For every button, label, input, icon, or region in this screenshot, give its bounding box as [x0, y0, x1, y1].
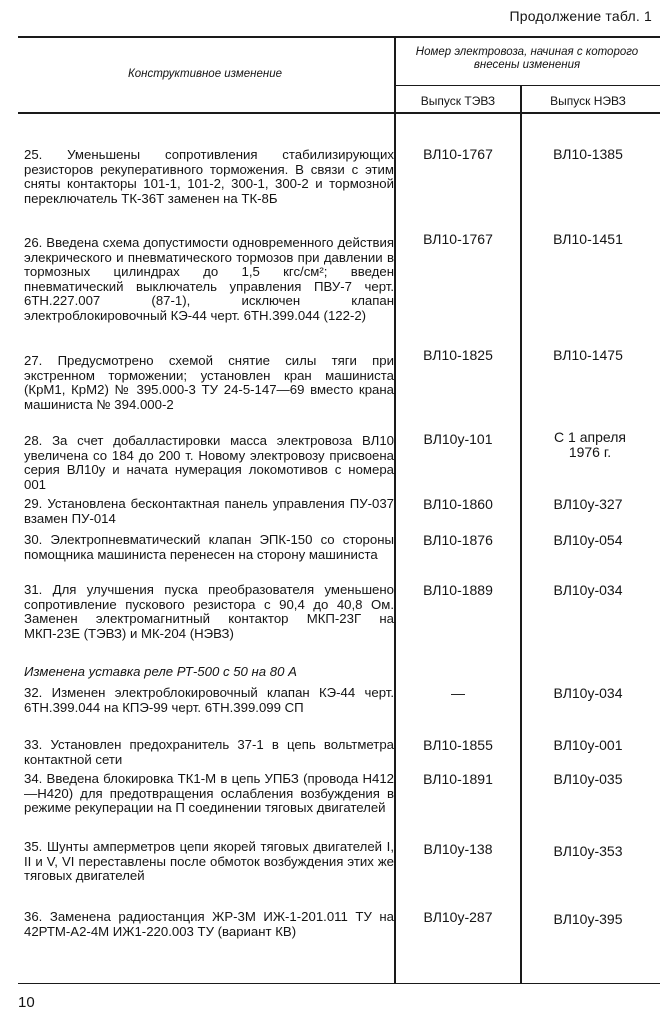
tevz-number: ВЛ10-1855 [423, 737, 493, 753]
nevz-number: ВЛ10-1385 [553, 146, 623, 162]
tevz-number: ВЛ10-1767 [423, 231, 493, 247]
nevz-number: С 1 апреля 1976 г. [554, 429, 626, 460]
tevz-number: ВЛ10у-138 [423, 841, 493, 857]
row-description: 27. Предусмотрено схемой снятие силы тяги при экстренном торможении; установлен кран машиниста (КрМ1, КрМ2) № 395.000-3 ТУ 24-5-147—69 вместо крана машиниста № 394.000-2 [24, 353, 394, 412]
header-change: Конструктивное изменение [127, 68, 283, 80]
table-top-rule [18, 36, 660, 38]
nevz-number: ВЛ10у-395 [553, 911, 623, 927]
tevz-number: ВЛ10-1891 [423, 771, 493, 787]
row-description: 36. Заменена радиостанция ЖР-3М ИЖ-1-201.011 ТУ на 42РТМ-А2-4М ИЖ1-220.003 ТУ (вариант КВ) [24, 909, 394, 939]
row-description: 30. Электропневматический клапан ЭПК-150 со стороны помощника машиниста перенесен на сторону машиниста [24, 532, 394, 562]
column-divider-1 [394, 36, 396, 984]
tevz-number: ВЛ10у-101 [423, 431, 493, 447]
row-description: 34. Введена блокировка ТК1-М в цепь УПБЗ (провода Н412—Н420) для предотвращения ослабления возбуждения в режиме рекуперации на П соединении тяговых двигателей [24, 771, 394, 816]
tevz-number: ВЛ10у-287 [423, 909, 493, 925]
page-number: 10 [18, 994, 35, 1011]
row-description: 31. Для улучшения пуска преобразователя уменьшено сопротивление пускового резистора с 90,4 до 40,8 Ом. Заменен электромагнитный контактор МКП-23Г на МКП-23Е (ТЭВЗ) и МК-204 (НЭВЗ) [24, 582, 394, 641]
row-description: 28. За счет добалластировки масса электровоза ВЛ10 увеличена со 184 до 200 т. Новому электровозу присвоена серия ВЛ10у и начата нумерация локомотивов с номера 001 [24, 433, 394, 492]
tevz-number: ВЛ10-1825 [423, 347, 493, 363]
header-nevz: Выпуск НЭВЗ [550, 94, 626, 108]
subheader-rule [396, 85, 660, 86]
tevz-number: ВЛ10-1860 [423, 496, 493, 512]
nevz-number: ВЛ10у-353 [553, 843, 623, 859]
row-description: 25. Уменьшены сопротивления стабилизирующих резисторов рекуперативного торможения. В связи с этим сняты контакторы 101-1, 101-2, 300-1, 300-2 и тормозной переключатель ТК-36Т заменен на ТК-8Б [24, 147, 394, 206]
row-description: 29. Установлена бесконтактная панель управления ПУ-037 взамен ПУ-014 [24, 496, 394, 526]
nevz-number: ВЛ10-1475 [553, 347, 623, 363]
nevz-number: ВЛ10у-054 [553, 532, 623, 548]
header-tevz: Выпуск ТЭВЗ [420, 94, 496, 108]
nevz-number: ВЛ10у-034 [553, 685, 623, 701]
row-description: 35. Шунты амперметров цепи якорей тяговых двигателей I, II и V, VI переставлены после обмоток возбуждения этих же тяговых двигателей [24, 839, 394, 884]
tevz-number: ВЛ10-1767 [423, 146, 493, 162]
row-description: 26. Введена схема допустимости одновременного действия элекрического и пневматического тормозов при давлении в тормозных цилиндрах до 1,5 кгс/см²; введен пневматический выключатель управления ПВУ-7 черт. 6ТН.227.007 (87-1), исключен клапан электроблокировочный КЭ-44 черт. 6ТН.399.044 (122-2) [24, 235, 394, 323]
tevz-number: — [451, 685, 465, 701]
nevz-number: ВЛ10-1451 [553, 231, 623, 247]
continuation-title: Продолжение табл. 1 [509, 8, 652, 24]
table-bottom-rule [18, 983, 660, 984]
row-description: 33. Установлен предохранитель 37-1 в цепь вольтметра контактной сети [24, 737, 394, 767]
tevz-number: ВЛ10-1876 [423, 532, 493, 548]
nevz-number: ВЛ10у-035 [553, 771, 623, 787]
tevz-number: ВЛ10-1889 [423, 582, 493, 598]
row-note: Изменена уставка реле РТ-500 с 50 на 80 А [24, 664, 297, 679]
nevz-number: ВЛ10у-327 [553, 496, 623, 512]
nevz-number: ВЛ10у-034 [553, 582, 623, 598]
nevz-number: ВЛ10у-001 [553, 737, 623, 753]
header-bottom-rule [18, 112, 660, 114]
header-number: Номер электровоза, начиная с которого внесены изменения [415, 46, 639, 71]
row-description: 32. Изменен электроблокировочный клапан КЭ-44 черт. 6ТН.399.044 на КПЭ-99 черт. 6ТН.399.099 СП [24, 685, 394, 715]
